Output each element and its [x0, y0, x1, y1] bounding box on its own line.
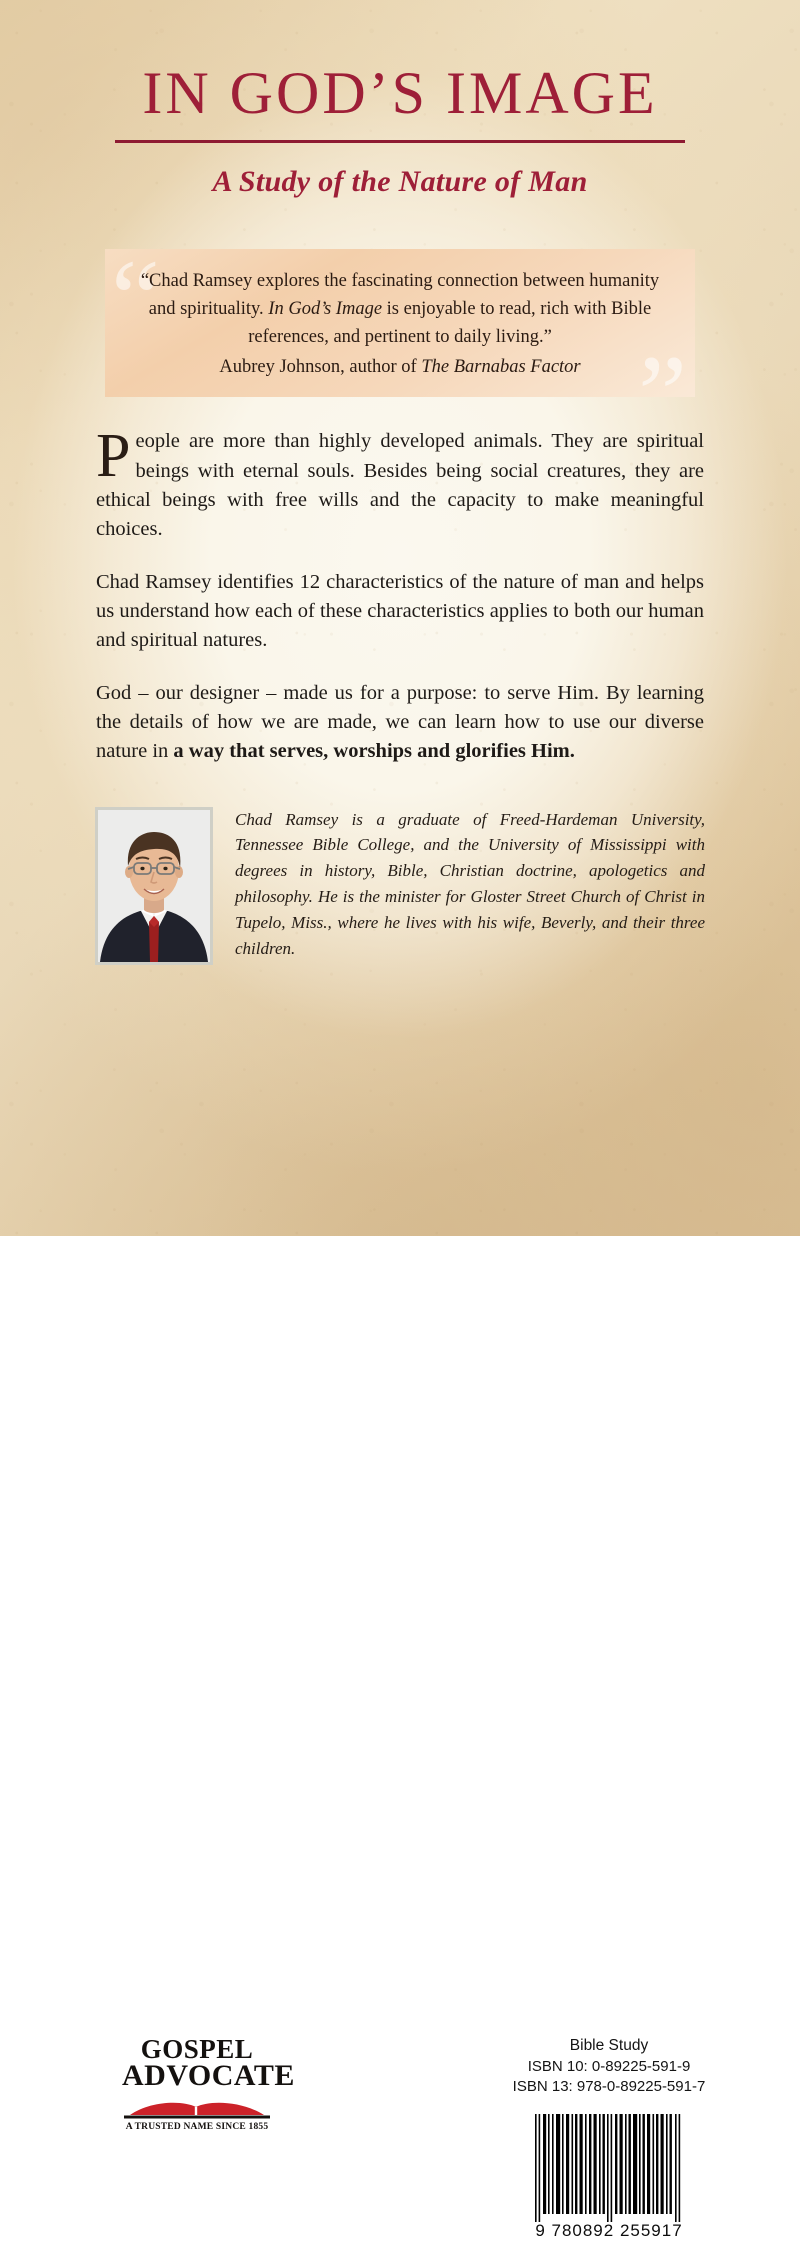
open-book-icon [122, 2094, 272, 2120]
title-divider-rule [115, 140, 685, 143]
publisher-tagline: A TRUSTED NAME SINCE 1855 [125, 2122, 269, 2133]
body-paragraph-3-normal: God – our designer – made us for a purpose: to serve Him. By learning the details of how we are made, we can learn how to use our diverse nature in [96, 682, 704, 763]
quote-book-title-mention: In God’s Image [268, 299, 383, 320]
title-block [0, 0, 800, 199]
publisher-logo [122, 2033, 295, 2133]
quote-part-2: is enjoyable to read, rich with Bible references, and pertinent to daily living.” [248, 299, 652, 348]
endorsement-quote-box [105, 237, 695, 456]
author-biography: Chad Ramsey is a graduate of Freed-Hardeman University, Tennessee Bible College, and the University of Mississippi with degrees in history, Bible, Christian doctrine, apologetics and philosophy. He is the minister for Gloster Street Church of Christ in Tupelo, Miss., where he lives with his wife, Beverly, and their three children. [235, 809, 705, 958]
publisher-name-line-1: GOSPEL [140, 2033, 254, 2064]
quote-part-1: “Chad Ramsey explores the fascinating connection between humanity and spirituality. [140, 271, 660, 320]
endorsement-quote-text [139, 267, 661, 351]
publisher-name-line-2: ADVOCATE [122, 2059, 295, 2093]
open-quote-mark-icon: “ [111, 237, 160, 359]
endorsement-attribution [139, 353, 661, 381]
author-block [95, 807, 705, 965]
book-subtitle: A Study of the Nature of Man [212, 165, 588, 198]
isbn-13-label: ISBN 13: 978-0-89225-591-7 [512, 2078, 706, 2096]
body-paragraph-1: People are more than highly developed animals. They are spiritual beings with eternal souls. Besides being social creatures, they are ethical beings with free wills and the capacity to make meaningful choices. [96, 422, 704, 540]
barcode-digits-label: 9 780892 255917 [535, 2220, 683, 2240]
attribution-name: Aubrey Johnson, author of [219, 357, 422, 378]
page-title: IN GOD’S IMAGE [142, 60, 658, 126]
close-quote-mark-icon: ” [638, 333, 687, 456]
book-category-label: Bible Study [569, 2037, 649, 2055]
attribution-work-title: The Barnabas Factor [421, 357, 581, 378]
author-portrait-photo [95, 807, 213, 965]
isbn-barcode-panel [490, 2024, 728, 2266]
ean13-barcode-icon [500, 2114, 718, 2222]
isbn-10-label: ISBN 10: 0-89225-591-9 [527, 2058, 691, 2076]
body-paragraph-2: Chad Ramsey identifies 12 characteristics of the nature of man and helps us understand how each of these characteristics applies to both our human and spiritual natures. [96, 570, 704, 652]
body-paragraph-3-emphasis: a way that serves, worships and glorifies Him. [173, 740, 575, 763]
back-cover-body-copy [96, 422, 704, 766]
body-paragraph-3 [96, 679, 704, 766]
